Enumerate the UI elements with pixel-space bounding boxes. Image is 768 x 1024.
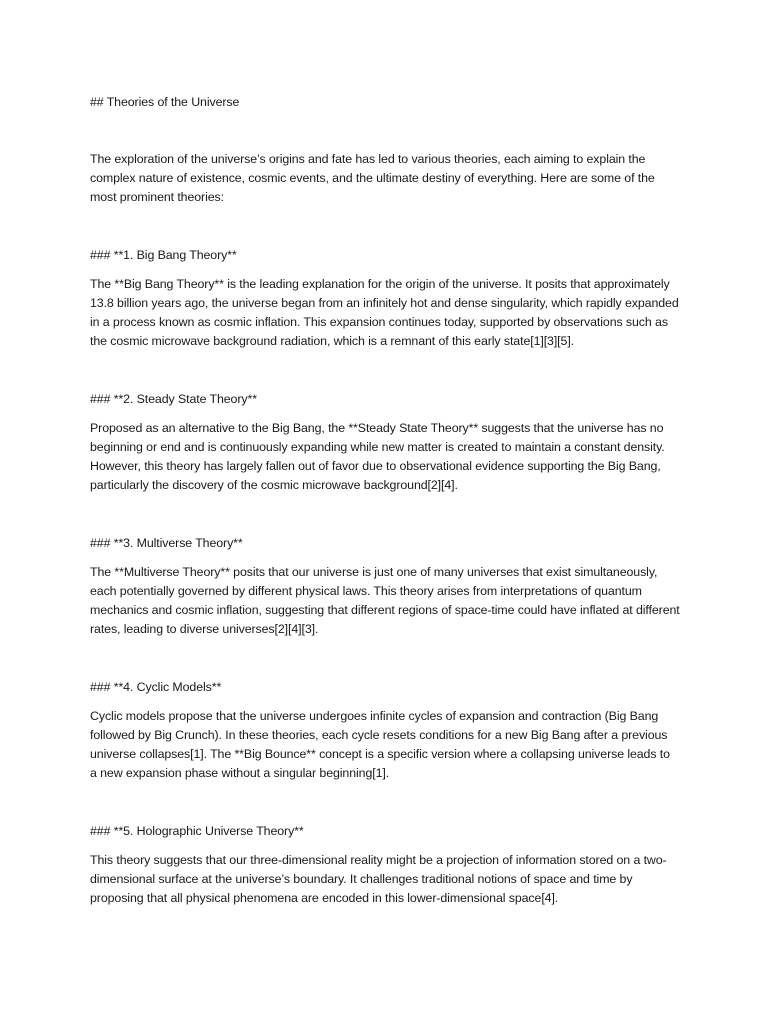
section-heading-cyclic-models: ### **4. Cyclic Models**: [90, 680, 222, 694]
intro-paragraph: The exploration of the universe’s origins and fate has led to various theories, each aiming to explain the complex nature of existence, cosmic events, and the ultimate destiny of everything. Here are some of the most prominent theories:: [90, 152, 655, 204]
document-title: ## Theories of the Universe: [90, 95, 240, 109]
section-heading-big-bang: ### **1. Big Bang Theory**: [90, 248, 237, 262]
section-heading-holographic: ### **5. Holographic Universe Theory**: [90, 824, 304, 838]
section-heading-multiverse: ### **3. Multiverse Theory**: [90, 536, 243, 550]
section-heading-steady-state: ### **2. Steady State Theory**: [90, 392, 257, 406]
document-content: [90, 93, 680, 908]
section-body-multiverse: The **Multiverse Theory** posits that our universe is just one of many universes that exist simultaneously, each potentially governed by different physical laws. This theory arises from interpretations of quantum mechanics and cosmic inflation, suggesting that different regions of space-time could have inflated at different rates, leading to diverse universes[2][4][3].: [90, 565, 680, 636]
section-body-steady-state: Proposed as an alternative to the Big Bang, the **Steady State Theory** suggests that the universe has no beginning or end and is continuously expanding while new matter is created to maintain a constant density. However, this theory has largely fallen out of favor due to observational evidence supporting the Big Bang, particularly the discovery of the cosmic microwave background[2][4].: [90, 421, 665, 492]
section-body-holographic: This theory suggests that our three-dimensional reality might be a projection of information stored on a two-dimensional surface at the universe’s boundary. It challenges traditional notions of space and time by proposing that all physical phenomena are encoded in this lower-dimensional space[4].: [90, 853, 667, 905]
section-body-cyclic-models: Cyclic models propose that the universe undergoes infinite cycles of expansion and contraction (Big Bang followed by Big Crunch). In these theories, each cycle resets conditions for a new Big Bang after a previous universe collapses[1]. The **Big Bounce** concept is a specific version where a collapsing universe leads to a new expansion phase without a singular beginning[1].: [90, 709, 670, 780]
section-body-big-bang: The **Big Bang Theory** is the leading explanation for the origin of the universe. It posits that approximately 13.8 billion years ago, the universe began from an infinitely hot and dense singularity, which rapidly expanded in a process known as cosmic inflation. This expansion continues today, supported by observations such as the cosmic microwave background radiation, which is a remnant of this early state[1][3][5].: [90, 277, 679, 348]
